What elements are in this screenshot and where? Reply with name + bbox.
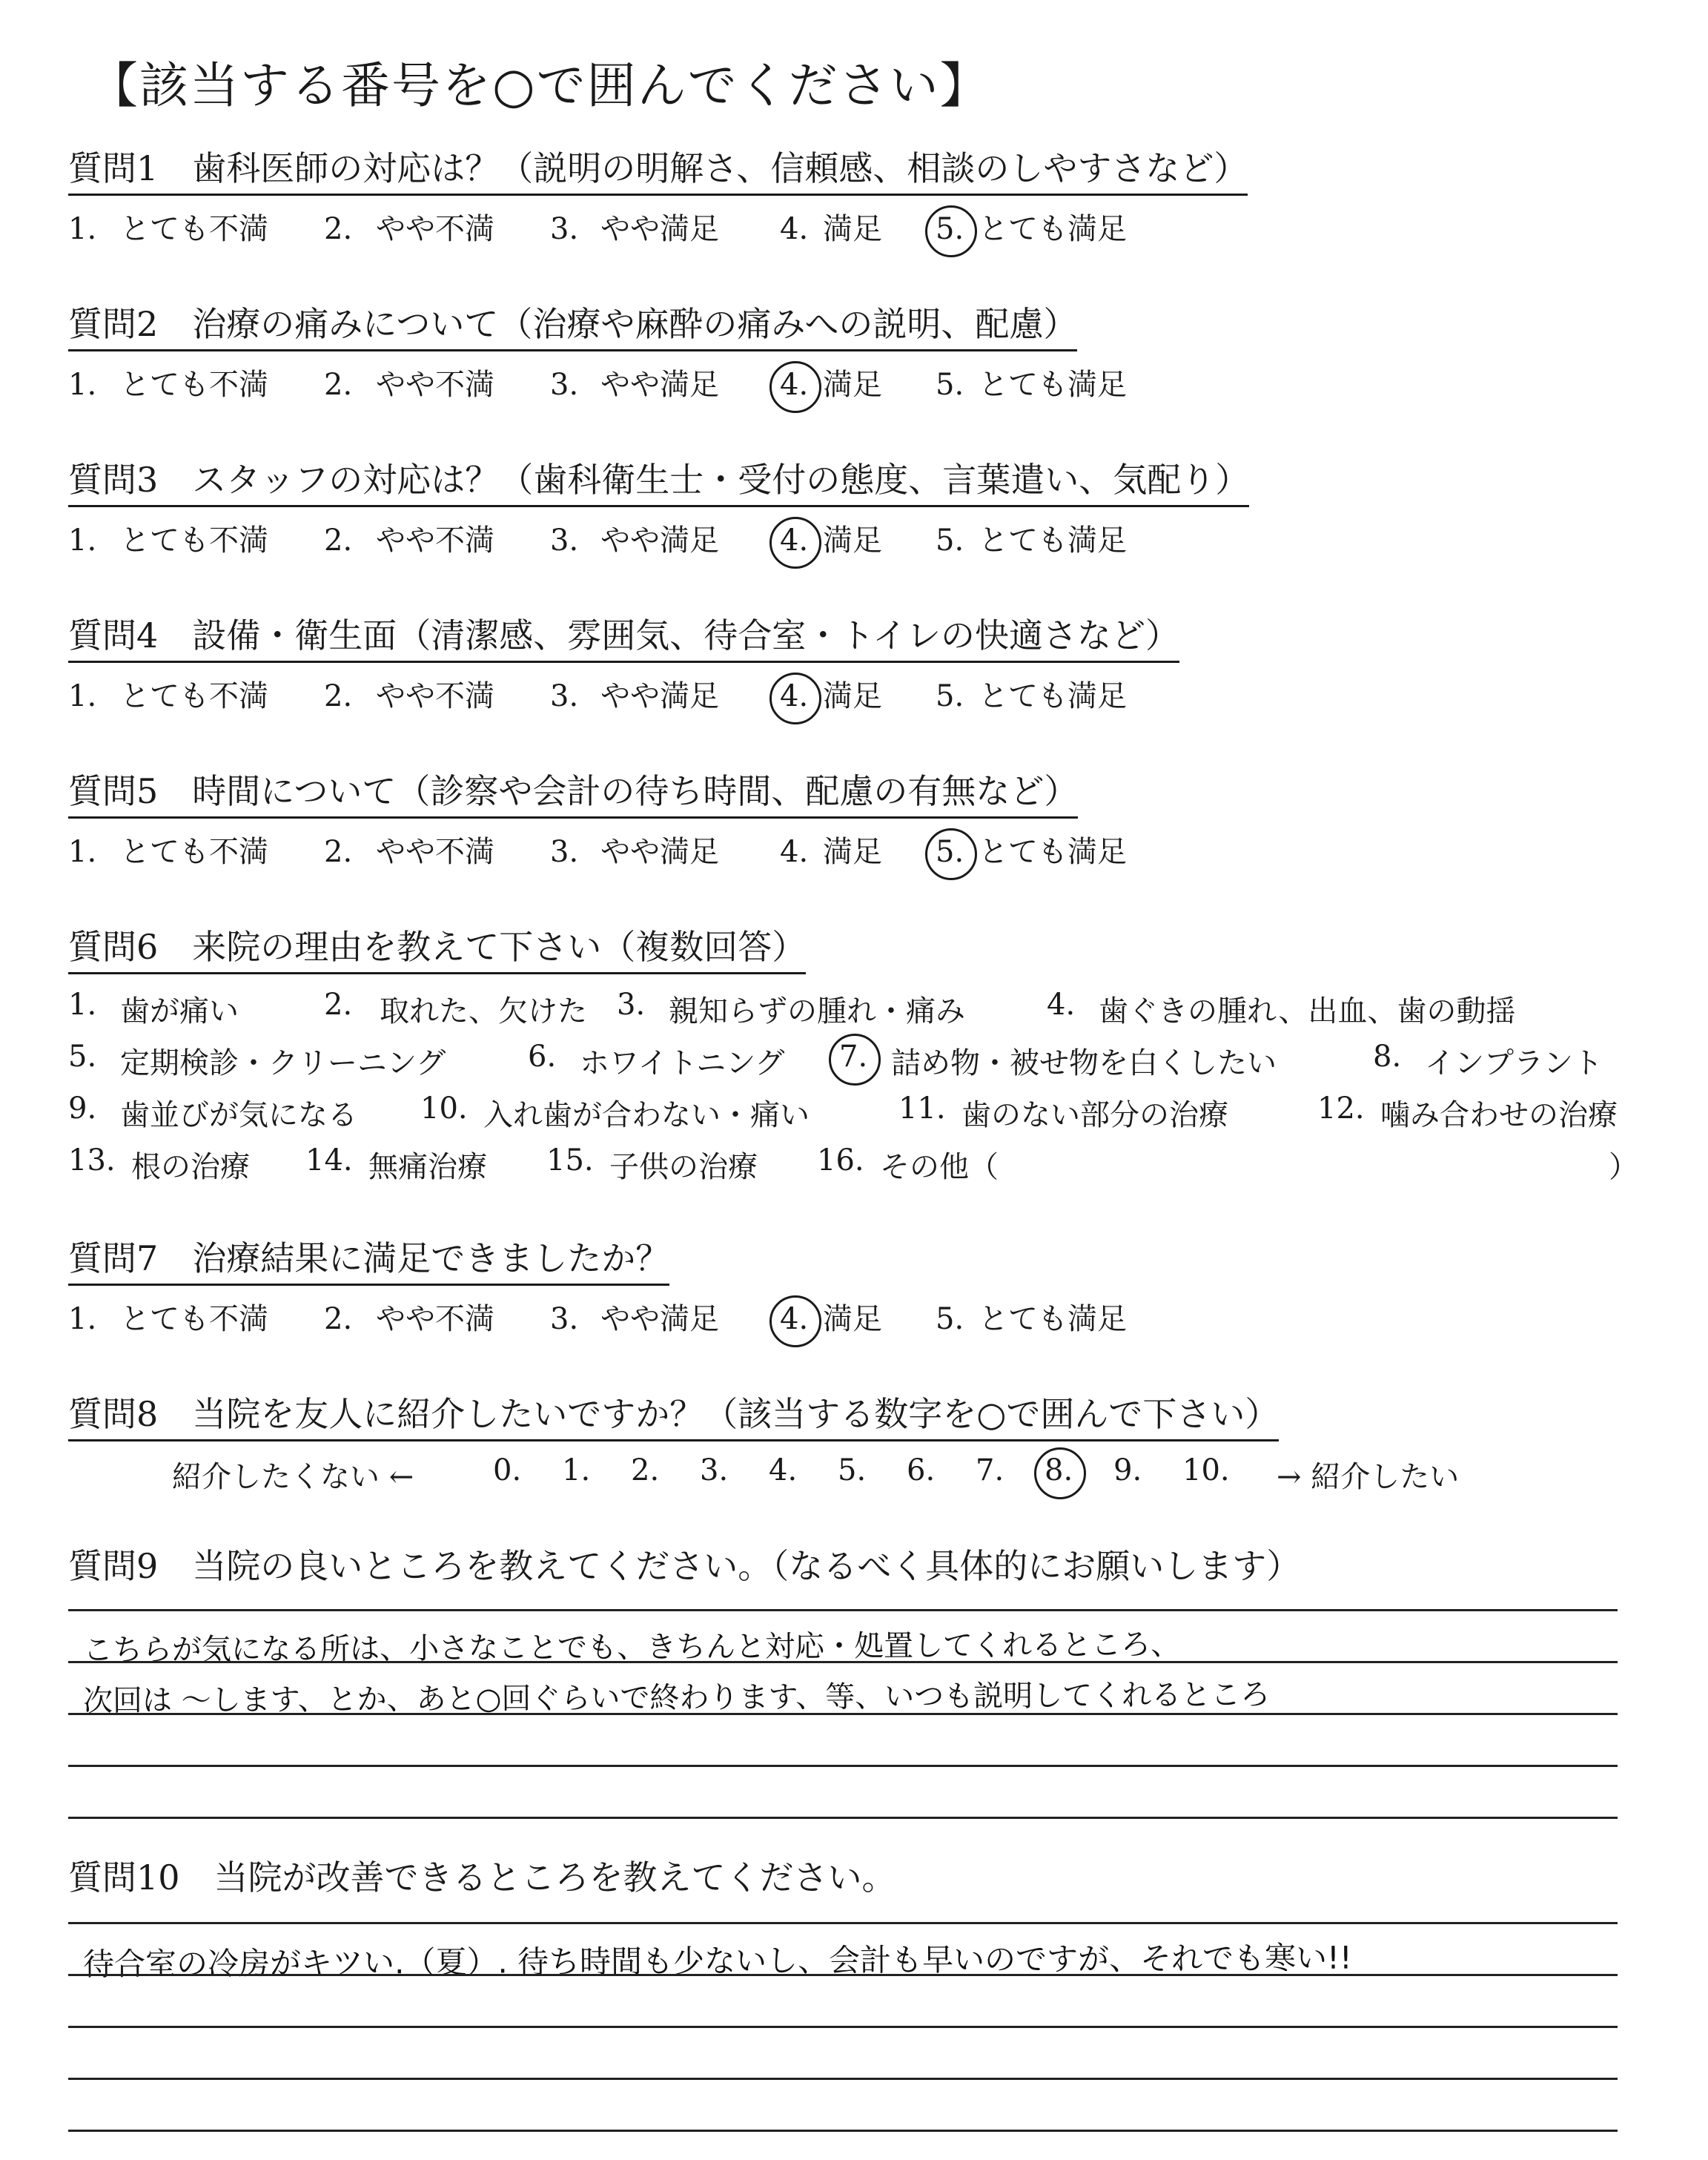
option-number[interactable]: 1. [68,1302,97,1336]
option-label[interactable]: やや不満 [376,679,494,713]
option-label[interactable]: とても不満 [120,524,268,558]
option-label[interactable]: 無痛治療 [368,1150,487,1184]
option-number[interactable]: 3. [550,368,579,402]
option-label[interactable]: やや不満 [376,368,494,402]
option-number[interactable]: 15. [546,1143,594,1178]
option-number[interactable]: 5. [936,835,964,869]
option-label[interactable]: 定期検診・クリーニング [120,1046,446,1080]
option-number[interactable]: 4. [780,524,809,558]
option-number[interactable]: 8. [1373,1040,1402,1074]
option-number[interactable]: 3. [550,212,579,246]
option-label[interactable]: とても不満 [120,679,268,713]
option-label[interactable]: やや満足 [600,212,719,246]
option-label[interactable]: とても満足 [979,524,1127,558]
option-label[interactable]: 噛み合わせの治療 [1380,1098,1618,1132]
ruled-line [68,1661,1618,1663]
option-number[interactable]: 1. [68,524,97,558]
option-label[interactable]: とても満足 [979,1302,1127,1336]
option-label[interactable]: 満足 [823,368,882,402]
option-label[interactable]: 満足 [823,212,882,246]
other-close-paren: ） [1609,1150,1638,1184]
scale-value[interactable]: 6. [907,1453,936,1487]
option-label[interactable]: 取れた、欠けた [380,994,587,1028]
scale-value[interactable]: 4. [769,1453,798,1487]
q3-title: 質問3 スタッフの対応は？（歯科衛生士・受付の態度、言葉遣い、気配り） [68,460,1249,507]
option-label[interactable]: とても不満 [120,368,268,402]
option-label[interactable]: やや満足 [600,524,719,558]
option-number[interactable]: 5. [68,1040,97,1074]
q9-answer-line: 次回は 〜します、とか、あと○回ぐらいで終わります、等、いつも説明してくれるところ [82,1677,1271,1719]
option-label[interactable]: 歯が痛い [120,994,239,1028]
q9-answer-line: こちらが気になる所は、小さなことでも、きちんと対応・処置してくれるところ、 [82,1628,1181,1668]
ruled-line [68,2026,1618,2028]
scale-value[interactable]: 0. [493,1453,522,1487]
option-label[interactable]: やや不満 [376,835,494,869]
option-number[interactable]: 5. [936,212,964,246]
q5-title: 質問5 時間について（診察や会計の待ち時間、配慮の有無など） [68,771,1078,819]
option-label[interactable]: 入れ歯が合わない・痛い [483,1098,810,1132]
q10-title: 質問10 当院が改善できるところを教えてください。 [68,1857,896,1898]
option-number[interactable]: 9. [68,1091,97,1126]
option-label[interactable]: 歯並びが気になる [120,1098,357,1132]
option-label[interactable]: やや不満 [376,524,494,558]
option-label[interactable]: 親知らずの腫れ・痛み [669,994,965,1028]
option-number[interactable]: 3. [550,524,579,558]
option-label[interactable]: とても満足 [979,679,1127,713]
option-label[interactable]: とても不満 [120,835,268,869]
q8-title: 質問8 当院を友人に紹介したいですか？（該当する数字を○で囲んで下さい） [68,1394,1279,1441]
ruled-line [68,1713,1618,1715]
option-label[interactable]: ホワイトニング [580,1046,785,1080]
scale-value[interactable]: 1. [562,1453,591,1487]
option-label[interactable]: とても満足 [979,835,1127,869]
q8-right-label: → 紹介したい [1277,1460,1460,1494]
option-number[interactable]: 16. [817,1143,864,1178]
q4-title: 質問4 設備・衛生面（清潔感、雰囲気、待合室・トイレの快適さなど） [68,615,1179,663]
option-label[interactable]: 子供の治療 [609,1150,758,1184]
option-number[interactable]: 1. [68,212,97,246]
option-number[interactable]: 3. [617,988,646,1022]
option-label[interactable]: 詰め物・被せ物を白くしたい [891,1046,1277,1080]
option-number[interactable]: 5. [936,679,964,713]
q1-title: 質問1 歯科医師の対応は？（説明の明解さ、信頼感、相談のしやすさなど） [68,148,1248,196]
option-label[interactable]: その他（ [880,1150,999,1184]
option-label[interactable]: やや不満 [376,212,494,246]
option-number[interactable]: 4. [780,679,809,713]
option-number[interactable]: 2. [324,988,353,1022]
scale-value[interactable]: 5. [838,1453,867,1487]
option-label[interactable]: 満足 [823,524,882,558]
q9-title: 質問9 当院の良いところを教えてください。（なるべく具体的にお願いします） [68,1546,1301,1586]
page-heading: 【該当する番号を○で囲んでください】 [89,57,990,114]
option-number[interactable]: 1. [68,368,97,402]
option-number[interactable]: 2. [324,524,353,558]
option-label[interactable]: 歯のない部分の治療 [961,1098,1228,1132]
option-number[interactable]: 2. [324,835,353,869]
option-number[interactable]: 7. [839,1040,868,1074]
option-label[interactable]: 歯ぐきの腫れ、出血、歯の動揺 [1099,994,1516,1028]
option-label[interactable]: やや不満 [376,1302,494,1336]
option-number[interactable]: 3. [550,835,579,869]
scale-value[interactable]: 2. [631,1453,660,1487]
option-label[interactable]: インプラント [1425,1046,1603,1080]
q2-title: 質問2 治療の痛みについて（治療や麻酔の痛みへの説明、配慮） [68,304,1077,351]
option-label[interactable]: 満足 [823,835,882,869]
option-number[interactable]: 1. [68,835,97,869]
option-label[interactable]: とても満足 [979,212,1127,246]
option-number[interactable]: 13. [68,1143,116,1178]
ruled-line [68,1922,1618,1924]
option-label[interactable]: 満足 [823,679,882,713]
option-label[interactable]: とても不満 [120,212,268,246]
ruled-line [68,2130,1618,2132]
option-number[interactable]: 12. [1317,1091,1365,1126]
option-number[interactable]: 1. [68,988,97,1022]
ruled-line [68,1609,1618,1611]
option-number[interactable]: 14. [305,1143,353,1178]
option-label[interactable]: やや満足 [600,1302,719,1336]
scale-value[interactable]: 7. [976,1453,1004,1487]
scale-value[interactable]: 9. [1113,1453,1142,1487]
option-number[interactable]: 6. [528,1040,557,1074]
scale-value[interactable]: 8. [1045,1453,1073,1487]
option-number[interactable]: 5. [936,368,964,402]
option-label[interactable]: 根の治療 [131,1150,250,1184]
option-number[interactable]: 2. [324,368,353,402]
option-number[interactable]: 4. [780,835,809,869]
option-label[interactable]: とても満足 [979,368,1127,402]
q8-left-label: 紹介したくない ← [172,1460,414,1494]
ruled-line [68,1817,1618,1819]
option-number[interactable]: 10. [420,1091,468,1126]
ruled-line [68,1765,1618,1767]
option-number[interactable]: 5. [936,524,964,558]
option-number[interactable]: 5. [936,1302,964,1336]
option-number[interactable]: 4. [1047,988,1076,1022]
scale-value[interactable]: 10. [1182,1453,1230,1487]
q10-answer-line: 待合室の冷房がキツい.（夏）. 待ち時間も少ないし、会計も早いのですが、それでも寒い!! [82,1939,1352,1983]
q7-title: 質問7 治療結果に満足できましたか？ [68,1238,669,1286]
scale-value[interactable]: 3. [700,1453,729,1487]
option-number[interactable]: 3. [550,1302,579,1336]
option-number[interactable]: 1. [68,679,97,713]
q6-title: 質問6 来院の理由を教えて下さい（複数回答） [68,927,806,974]
option-number[interactable]: 4. [780,368,809,402]
option-number[interactable]: 11. [898,1091,946,1126]
option-number[interactable]: 4. [780,212,809,246]
option-number[interactable]: 3. [550,679,579,713]
option-label[interactable]: やや満足 [600,835,719,869]
ruled-line [68,1974,1618,1976]
option-label[interactable]: やや満足 [600,368,719,402]
option-label[interactable]: とても不満 [120,1302,268,1336]
option-number[interactable]: 2. [324,679,353,713]
option-number[interactable]: 2. [324,1302,353,1336]
option-label[interactable]: 満足 [823,1302,882,1336]
option-number[interactable]: 4. [780,1302,809,1336]
ruled-line [68,2078,1618,2080]
option-label[interactable]: やや満足 [600,679,719,713]
option-number[interactable]: 2. [324,212,353,246]
